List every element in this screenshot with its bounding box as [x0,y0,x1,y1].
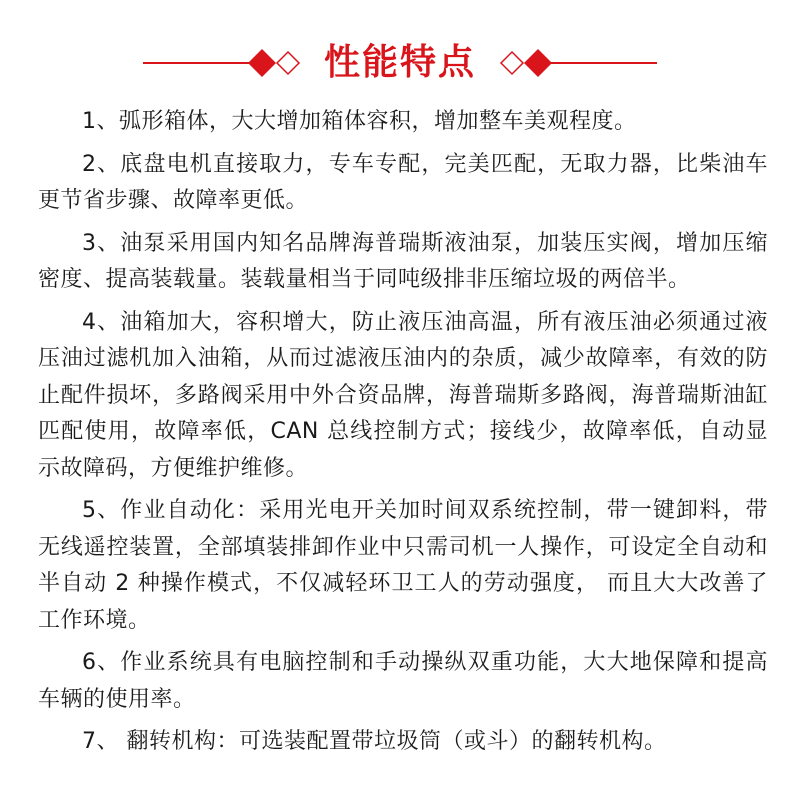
feature-item-5: 5、作业自动化：采用光电开关加时间双系统控制，带一键卸料，带无线遥控装置，全部填装排卸作业中只需司机一人操作，可设定全自动和半自动 2 种操作模式，不仅减轻环卫工人的劳动强度， 而且大大改善了工作环境。 [38,498,768,633]
page-title: 性能特点 [323,42,476,83]
feature-item-3: 3、油泵采用国内知名品牌海普瑞斯液油泵，加装压实阀，增加压缩密度、提高装载量。装载量相当于同吨级排非压缩垃圾的两倍半。 [38,230,768,292]
feature-item-1: 1、弧形箱体，大大增加箱体容积，增加整车美观程度。 [82,109,637,134]
feature-item-2: 2、底盘电机直接取力，专车专配，完美匹配，无取力器，比柴油车更节省步骤、故障率更低。 [38,151,768,213]
feature-list [38,104,768,767]
feature-item-4: 4、油箱加大，容积增大，防止液压油高温，所有液压油必须通过液压油过滤机加入油箱，从而过滤液压油内的杂质，减少故障率，有效的防止配件损坏，多路阀采用中外合资品牌，海普瑞斯多路阀，海普瑞斯油缸匹配使用，故障率低，CAN 总线控制方式；接线少，故障率低，自动显示故障码，方便维护维修。 [38,309,768,481]
section-header [0,38,800,88]
feature-item-7: 7、 翻转机构：可选装配置带垃圾筒（或斗）的翻转机构。 [82,729,667,754]
feature-item-6: 6、作业系统具有电脑控制和手动操纵双重功能，大大地保障和提高车辆的使用率。 [38,650,768,712]
